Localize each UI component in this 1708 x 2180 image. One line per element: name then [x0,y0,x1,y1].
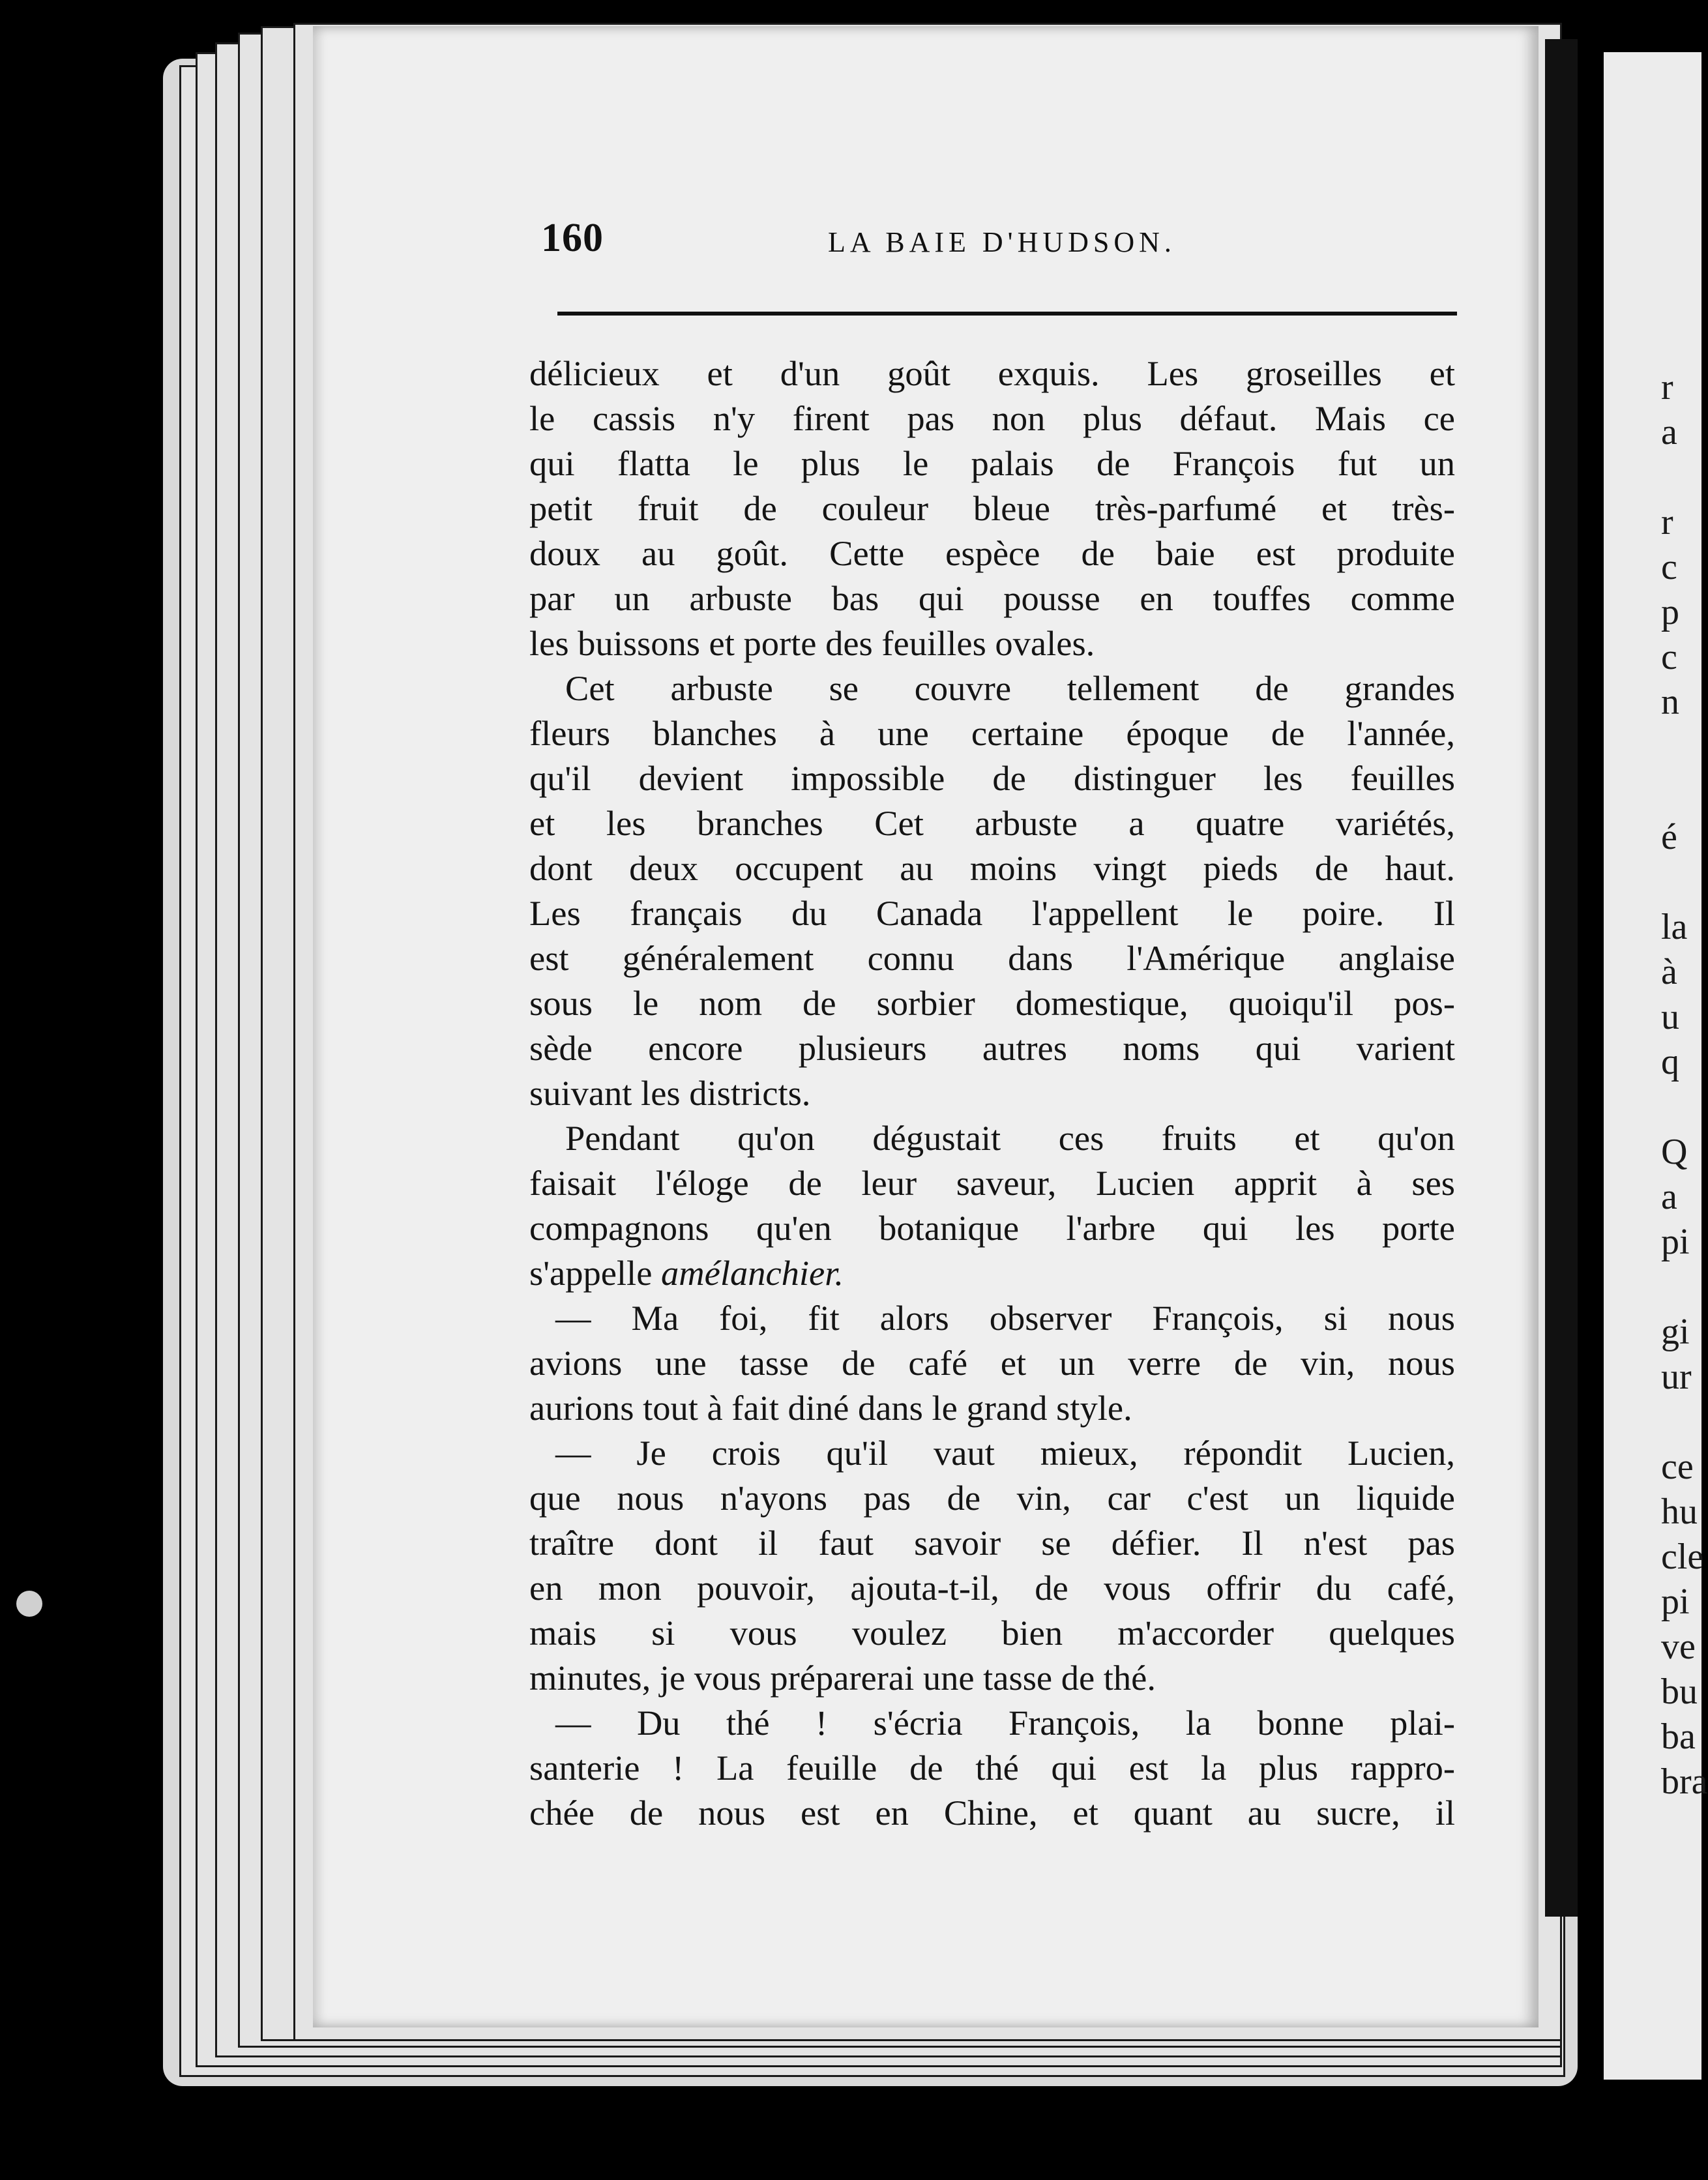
text-line: que nous n'ayons pas de vin, car c'est un liquide [529,1478,1455,1518]
text-line: fleurs blanches à une certaine époque de l'année, [529,713,1455,753]
text-line: qui flatta le plus le palais de François fut un [529,443,1455,483]
margin-mark [16,1591,42,1617]
text-line: — Je crois qu'il vaut mieux, répondit Lucien, [555,1433,1455,1473]
running-head [541,215,1454,274]
text-line: — Du thé ! s'écria François, la bonne plai- [555,1703,1455,1743]
text-line: doux au goût. Cette espèce de baie est produite [529,533,1455,573]
facing-page-text: r a r c p c n é la à u q Q a pi gi ur ce hu cle pi ve bu ba bra [1661,367,1708,1802]
text-segment: s'appelle [529,1253,653,1293]
text-line: le cassis n'y firent pas non plus défaut. Mais ce [529,398,1455,438]
text-line: faisait l'éloge de leur saveur, Lucien apprit à ses [529,1163,1455,1203]
text-line: santerie ! La feuille de thé qui est la plus rappro- [529,1748,1455,1788]
text-line: petit fruit de couleur bleue très-parfumé et très- [529,488,1455,528]
body-text [529,351,1455,1835]
header-rule [557,312,1457,316]
text-line: minutes, je vous préparerai une tasse de thé. [529,1658,1156,1698]
text-line: est généralement connu dans l'Amérique anglaise [529,938,1455,978]
book-gutter [1545,39,1578,1917]
text-line: Pendant qu'on dégustait ces fruits et qu'on [565,1118,1455,1158]
text-line: avions une tasse de café et un verre de vin, nous [529,1343,1455,1383]
text-line: — Ma foi, fit alors observer François, si nous [555,1298,1455,1338]
text-line [529,1250,1455,1295]
text-line: compagnons qu'en botanique l'arbre qui les porte [529,1208,1455,1248]
text-line: par un arbuste bas qui pousse en touffes comme [529,578,1455,618]
text-line: Cet arbuste se couvre tellement de grandes [565,668,1455,708]
page-number: 160 [541,216,604,260]
text-line: qu'il devient impossible de distinguer les feuilles [529,758,1455,798]
text-line: aurions tout à fait diné dans le grand style. [529,1388,1132,1428]
text-line: chée de nous est en Chine, et quant au sucre, il [529,1793,1455,1833]
text-line: en mon pouvoir, ajouta-t-il, de vous offrir du café, [529,1568,1455,1608]
text-line: dont deux occupent au moins vingt pieds de haut. [529,848,1455,888]
text-line: délicieux et d'un goût exquis. Les groseilles et [529,353,1455,393]
text-line: suivant les districts. [529,1073,811,1113]
text-line: sède encore plusieurs autres noms qui varient [529,1028,1455,1068]
text-line: sous le nom de sorbier domestique, quoiqu'il pos- [529,983,1455,1023]
text-line: Les français du Canada l'appellent le poire. Il [529,893,1455,933]
text-line: mais si vous voulez bien m'accorder quelques [529,1613,1455,1653]
text-line: les buissons et porte des feuilles ovales. [529,623,1095,663]
text-line: et les branches Cet arbuste a quatre variétés, [529,803,1455,843]
text-line: traître dont il faut savoir se défier. Il n'est pas [529,1523,1455,1563]
italic-term: amélanchier. [661,1253,844,1293]
book-title: LA BAIE D'HUDSON. [828,226,1176,258]
